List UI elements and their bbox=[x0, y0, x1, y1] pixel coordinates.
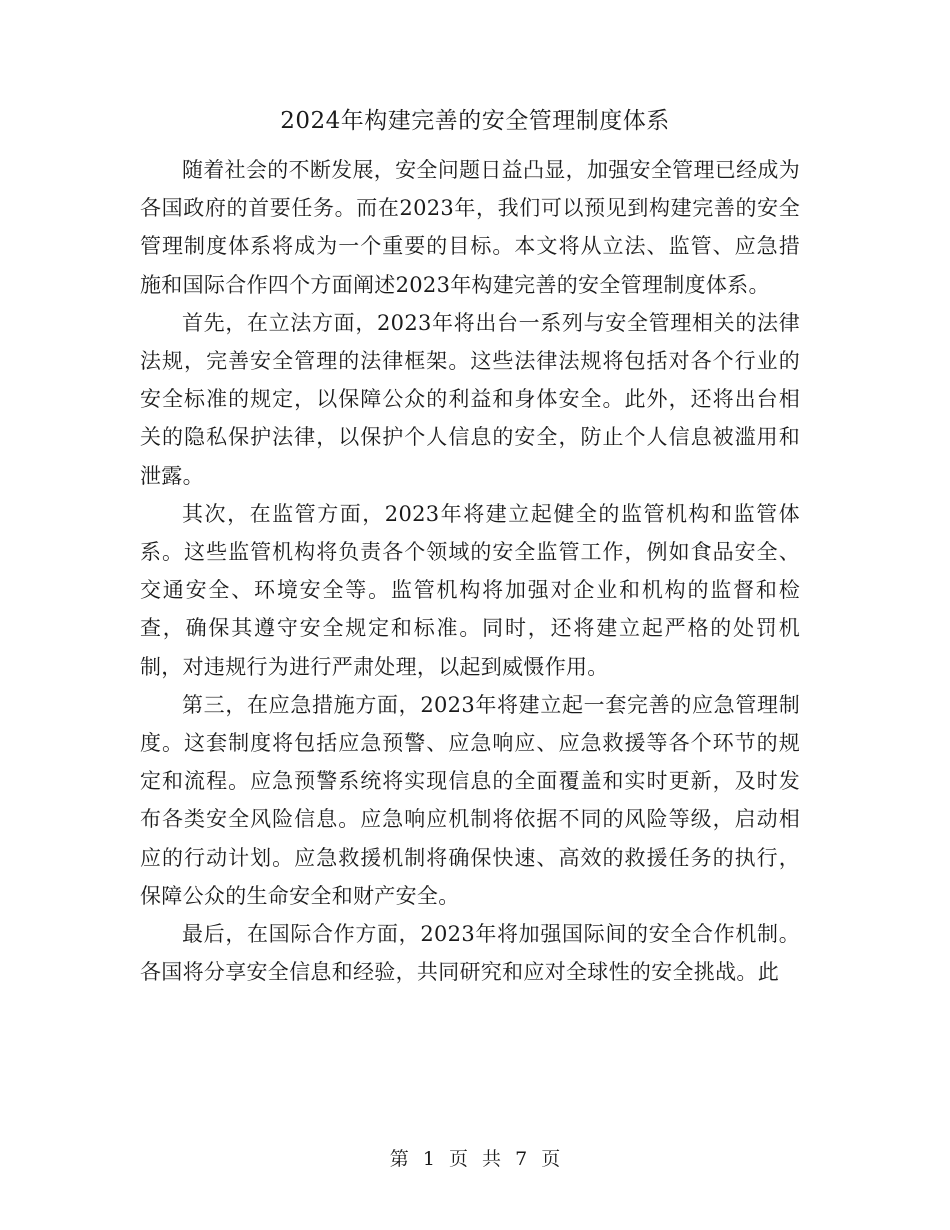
footer-page-prefix: 第 bbox=[389, 1148, 409, 1170]
document-title: 2024年构建完善的安全管理制度体系 bbox=[280, 108, 670, 134]
document-body bbox=[140, 151, 800, 991]
paragraph-international: 最后，在国际合作方面，2023年将加强国际间的安全合作机制。各国将分享安全信息和经验，共同研究和应对全球性的安全挑战。此 bbox=[140, 922, 800, 985]
paragraph-intro: 随着社会的不断发展，安全问题日益凸显，加强安全管理已经成为各国政府的首要任务。而在2023年，我们可以预见到构建完善的安全管理制度体系将成为一个重要的目标。本文将从立法、监管、应急措施和国际合作四个方面阐述2023年构建完善的安全管理制度体系。 bbox=[140, 158, 800, 297]
paragraph-legislation: 首先，在立法方面，2023年将出台一系列与安全管理相关的法律法规，完善安全管理的法律框架。这些法律法规将包括对各个行业的安全标准的规定，以保障公众的利益和身体安全。此外，还将出台相关的隐私保护法律，以保护个人信息的安全，防止个人信息被滥用和泄露。 bbox=[140, 310, 800, 488]
paragraph-supervision: 其次，在监管方面，2023年将建立起健全的监管机构和监管体系。这些监管机构将负责各个领域的安全监管工作，例如食品安全、交通安全、环境安全等。监管机构将加强对企业和机构的监督和检查，确保其遵守安全规定和标准。同时，还将建立起严格的处罚机制，对违规行为进行严肃处理，以起到威慑作用。 bbox=[140, 501, 800, 679]
paragraph-emergency: 第三，在应急措施方面，2023年将建立起一套完善的应急管理制度。这套制度将包括应急预警、应急响应、应急救援等各个环节的规定和流程。应急预警系统将实现信息的全面覆盖和实时更新，及时发布各类安全风险信息。应急响应机制将依据不同的风险等级，启动相应的行动计划。应急救援机制将确保快速、高效的救援任务的执行，保障公众的生命安全和财产安全。 bbox=[140, 692, 800, 908]
footer-current-page: 1 bbox=[422, 1148, 435, 1170]
page-footer bbox=[0, 1145, 950, 1173]
footer-page-mid: 页 bbox=[448, 1148, 468, 1170]
footer-total-prefix: 共 bbox=[482, 1148, 502, 1170]
footer-total-pages: 7 bbox=[515, 1148, 528, 1170]
footer-page-suffix: 页 bbox=[541, 1148, 561, 1170]
